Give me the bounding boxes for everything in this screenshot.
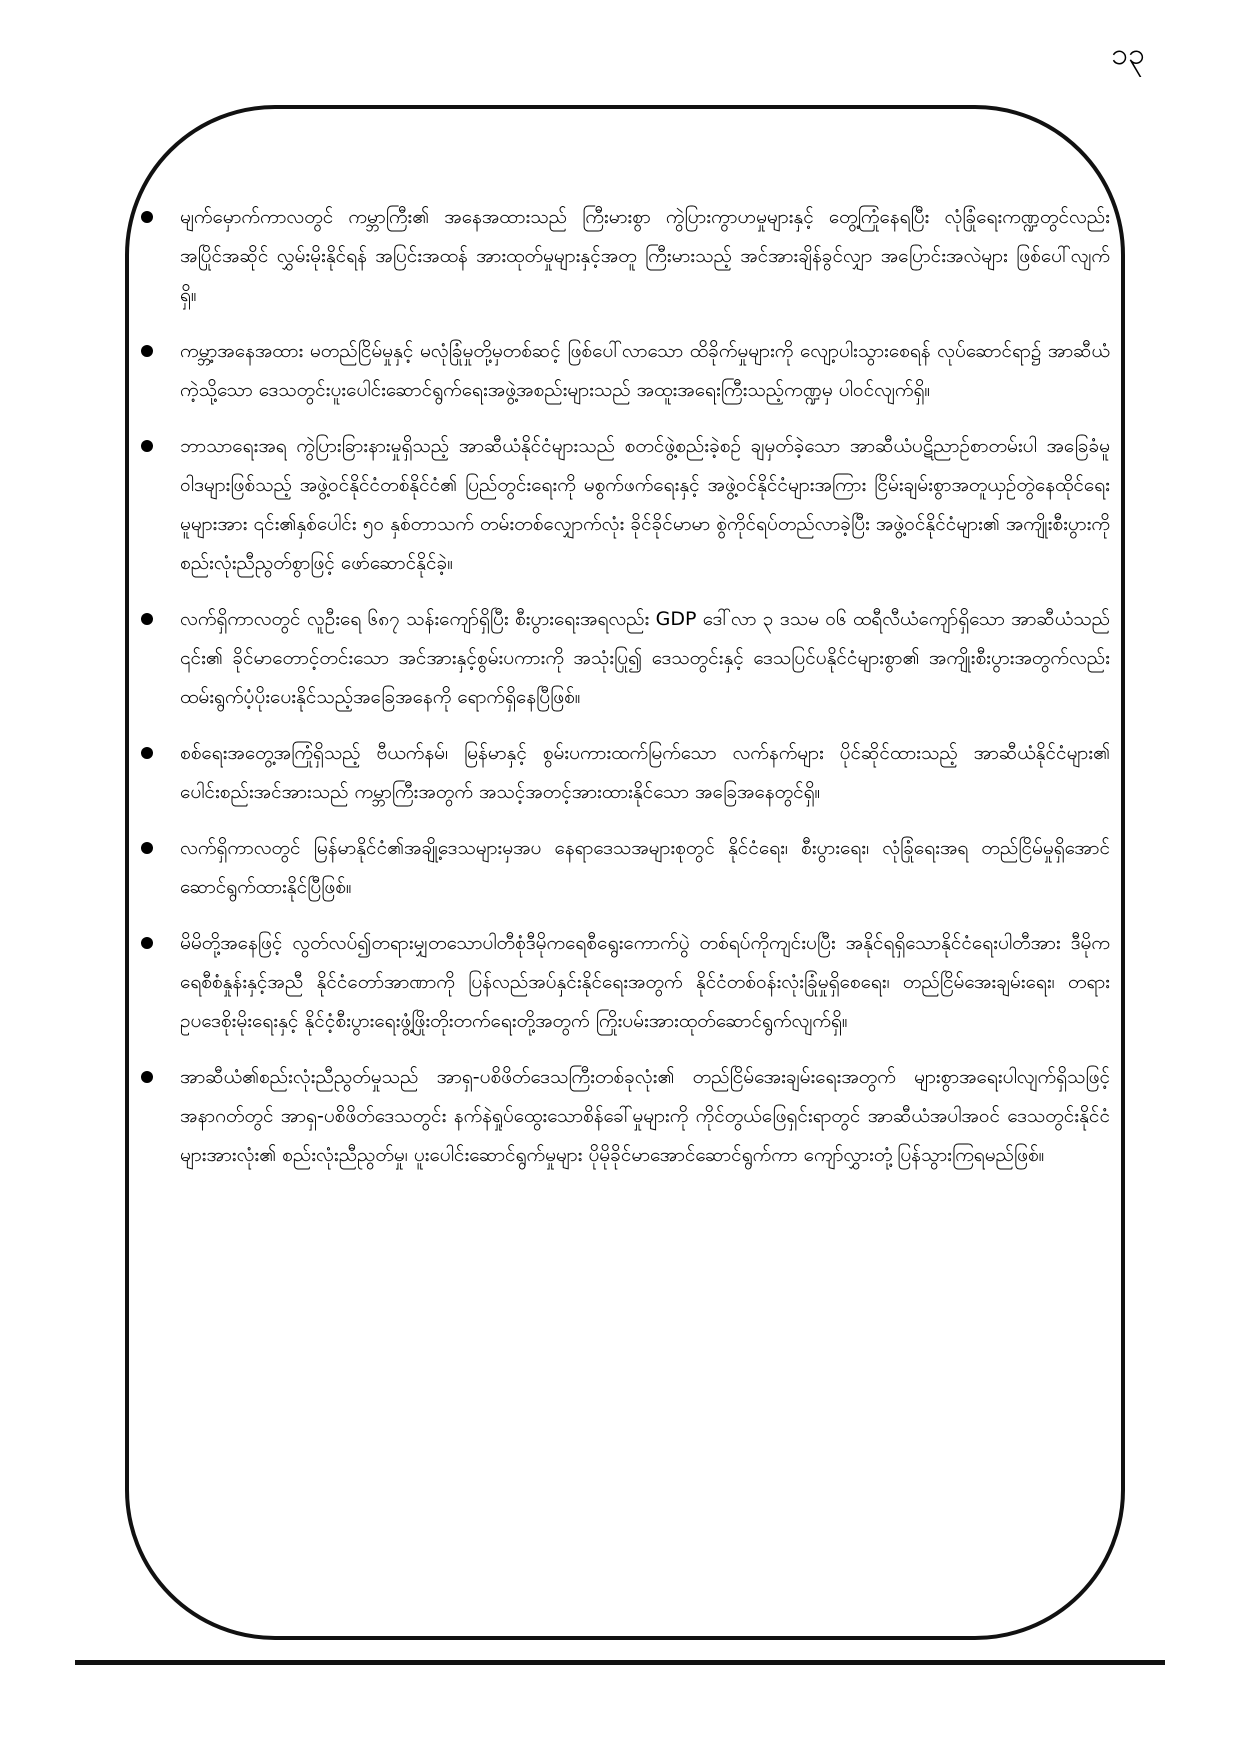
list-item-text: မိမိတို့အနေဖြင့် လွတ်လပ်၍တရားမျှတသောပါတီစုံဒီမိုကရေစီရွေးကောက်ပွဲ တစ်ရပ်ကိုကျင်းပပြီး အနိုင်ရရှိသောနိုင်ငံရေးပါတီအား ဒီမိုကရေစီစံနှုန်းနှင့်အညီ နိုင်ငံတော်အာဏာကို ပြန်လည်အပ်နှင်းနိုင်ရေးအတွက် နိုင်ငံတစ်ဝန်းလုံးခြုံမှုရှိစေရေး၊ တည်ငြိမ်အေးချမ်းရေး၊ တရားဥပဒေစိုးမိုးရေးနှင့် နိုင်ငံ့စီးပွားရေးဖွံ့ဖြိုးတိုးတက်ရေးတို့အတွက် ကြိုးပမ်းအားထုတ်ဆောင်ရွက်လျက်ရှိ။ — [180, 932, 1110, 1032]
list-item-text: လက်ရှိကာလတွင် မြန်မာနိုင်ငံ၏အချို့ဒေသများမှအပ နေရာဒေသအများစုတွင် နိုင်ငံရေး၊ စီးပွားရေး၊ လုံခြုံရေးအရ တည်ငြိမ်မှုရှိအောင် ဆောင်ရွက်ထားနိုင်ပြီဖြစ်။ — [180, 837, 1110, 898]
list-item — [135, 332, 1110, 410]
bullet-dot-icon — [141, 440, 153, 452]
bullet-dot-icon — [141, 211, 153, 223]
bullet-dot-icon — [141, 842, 153, 854]
list-item — [135, 829, 1110, 907]
list-item — [135, 1058, 1110, 1175]
list-item-text: ဘာသာရေးအရ ကွဲပြားခြားနားမှုရှိသည့် အာဆီယံနိုင်ငံများသည် စတင်ဖွဲ့စည်းခဲ့စဉ် ချမှတ်ခဲ့သော အာဆီယံပဋိညာဉ်စာတမ်းပါ အခြေခံမူဝါဒများဖြစ်သည့် အဖွဲ့ဝင်နိုင်ငံတစ်နိုင်ငံ၏ ပြည်တွင်းရေးကို မစွက်ဖက်ရေးနှင့် အဖွဲ့ဝင်နိုင်ငံများအကြား ငြိမ်းချမ်းစွာအတူယှဉ်တွဲနေထိုင်ရေးမူများအား ၎င်း၏နှစ်ပေါင်း ၅၀ နှစ်တာသက် တမ်းတစ်လျှောက်လုံး ခိုင်ခိုင်မာမာ စွဲကိုင်ရပ်တည်လာခဲ့ပြီး အဖွဲ့ဝင်နိုင်ငံများ၏ အကျိုးစီးပွားကို စည်းလုံးညီညွတ်စွာဖြင့် ဖော်ဆောင်နိုင်ခဲ့။ — [180, 435, 1110, 574]
list-item — [135, 924, 1110, 1041]
list-item — [135, 734, 1110, 812]
bullet-dot-icon — [141, 1071, 153, 1083]
list-item-text: လက်ရှိကာလတွင် လူဦးရေ ၆၈၇ သန်းကျော်ရှိပြီး စီးပွားရေးအရလည်း GDP ဒေါ်လာ ၃ ဒသမ ၀၆ ထရီလီယံကျော်ရှိသော အာဆီယံသည် ၎င်း၏ ခိုင်မာတောင့်တင်းသော အင်အားနှင့်စွမ်းပကားကို အသုံးပြု၍ ဒေသတွင်းနှင့် ဒေသပြင်ပနိုင်ငံများစွာ၏ အကျိုးစီးပွားအတွက်လည်း ထမ်းရွက်ပံ့ပိုးပေးနိုင်သည့်အခြေအနေကို ရောက်ရှိနေပြီဖြစ်။ — [180, 608, 1110, 708]
list-item — [135, 198, 1110, 315]
bullet-dot-icon — [141, 937, 153, 949]
page-number: ၁၃ — [1111, 37, 1145, 72]
list-item-text: စစ်ရေးအတွေ့အကြုံရှိသည့် ဗီယက်နမ်၊ မြန်မာနှင့် စွမ်းပကားထက်မြက်သော လက်နက်များ ပိုင်ဆိုင်ထားသည့် အာဆီယံနိုင်ငံများ၏ ပေါင်းစည်းအင်အားသည် ကမ္ဘာကြီးအတွက် အသင့်အတင့်အားထားနိုင်သော အခြေအနေတွင်ရှိ။ — [180, 742, 1110, 803]
bottom-rule — [75, 1660, 1165, 1665]
list-item-text: ကမ္ဘာ့အနေအထား မတည်ငြိမ်မှုနှင့် မလုံခြုံမှုတို့မှတစ်ဆင့် ဖြစ်ပေါ်လာသော ထိခိုက်မှုများကို လျော့ပါးသွားစေရန် လုပ်ဆောင်ရာ၌ အာဆီယံကဲ့သို့သော ဒေသတွင်းပူးပေါင်းဆောင်ရွက်ရေးအဖွဲ့အစည်းများသည် အထူးအရေးကြီးသည့်ကဏ္ဍမှ ပါဝင်လျက်ရှိ။ — [180, 340, 1110, 401]
list-item-text: အာဆီယံ၏စည်းလုံးညီညွတ်မှုသည် အာရှ-ပစိဖိတ်ဒေသကြီးတစ်ခုလုံး၏ တည်ငြိမ်အေးချမ်းရေးအတွက် များစွာအရေးပါလျက်ရှိသဖြင့် အနာဂတ်တွင် အာရှ-ပစိဖိတ်ဒေသတွင်း နက်နဲရှုပ်ထွေးသောစိန်ခေါ်မှုများကို ကိုင်တွယ်ဖြေရှင်းရာတွင် အာဆီယံအပါအဝင် ဒေသတွင်းနိုင်ငံများအားလုံး၏ စည်းလုံးညီညွတ်မှု၊ ပူးပေါင်းဆောင်ရွက်မှုများ ပိုမိုခိုင်မာအောင်ဆောင်ရွက်ကာ ကျော်လွှားတုံ့ပြန်သွားကြရမည်ဖြစ်။ — [180, 1066, 1110, 1166]
list-item — [135, 427, 1110, 583]
list-item-text: မျက်မှောက်ကာလတွင် ကမ္ဘာကြီး၏ အနေအထားသည် ကြီးမားစွာ ကွဲပြားကွာဟမှုများနှင့် တွေ့ကြုံနေရပြီး လုံခြုံရေးကဏ္ဍတွင်လည်း အပြိုင်အဆိုင် လွှမ်းမိုးနိုင်ရန် အပြင်းအထန် အားထုတ်မှုများနှင့်အတူ ကြီးမားသည့် အင်အားချိန်ခွင်လျှာ အပြောင်းအလဲများ ဖြစ်ပေါ်လျက်ရှိ။ — [180, 206, 1110, 306]
bullet-dot-icon — [141, 345, 153, 357]
list-item — [135, 600, 1110, 717]
bullet-list — [135, 198, 1110, 1192]
bullet-dot-icon — [141, 747, 153, 759]
bullet-dot-icon — [141, 613, 153, 625]
